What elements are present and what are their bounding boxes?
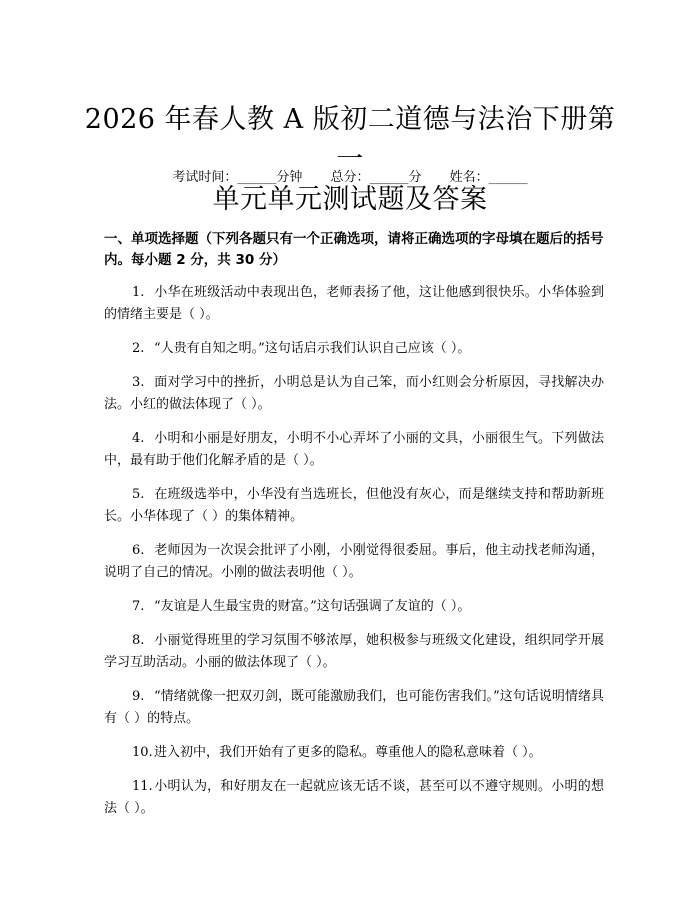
question-item: [104, 776, 604, 820]
question-text: 小华在班级活动中表现出色，老师表扬了他，这让他感到很快乐。小华体验到的情绪主要是（ ）。: [104, 285, 604, 322]
question-number: 5.: [132, 487, 145, 502]
question-number: 9.: [132, 689, 145, 704]
question-text: 老师因为一次误会批评了小刚，小刚觉得很委屈。事后，他主动找老师沟通，说明了自己的情况。小刚的做法表明他（ ）。: [104, 543, 604, 580]
question-text: “人贵有自知之明。”这句话启示我们认识自己应该（ ）。: [154, 341, 471, 356]
question-text: “情绪就像一把双刃剑，既可能激励我们，也可能伤害我们。”这句话说明情绪具有（ ）的特点。: [104, 689, 604, 726]
question-number: 4.: [132, 431, 145, 446]
question-item: [104, 742, 604, 764]
question-number: 6.: [132, 543, 145, 558]
question-number: 11.: [132, 779, 153, 794]
question-item: [104, 540, 604, 584]
question-item: [104, 428, 604, 472]
question-number: 7.: [132, 599, 145, 614]
question-item: [104, 596, 604, 618]
question-number: 1.: [132, 285, 145, 300]
title-line-1: 2026 年春人教 A 版初二道德与法治下册第一: [84, 104, 616, 176]
question-item: [104, 372, 604, 416]
document-title: [80, 100, 620, 220]
question-number: 2.: [132, 341, 145, 356]
question-number: 8.: [132, 633, 145, 648]
question-item: [104, 338, 604, 360]
exam-time-field: 考试时间：______分钟: [172, 170, 303, 185]
question-text: 面对学习中的挫折，小明总是认为自己笨，而小红则会分析原因，寻找解决办法。小红的做法体现了（ ）。: [104, 375, 604, 412]
section-heading: 一、单项选择题（下列各题只有一个正确选项，请将正确选项的字母填在题后的括号内。每小题 2 分，共 30 分）: [104, 231, 604, 268]
question-text: 小明认为，和好朋友在一起就应该无话不谈，甚至可以不遵守规则。小明的想法（ ）。: [104, 779, 604, 816]
question-item: [104, 630, 604, 674]
title-line-2: 单元单元测试题及答案: [212, 184, 488, 216]
question-text: 进入初中，我们开始有了更多的隐私。尊重他人的隐私意味着（ ）。: [154, 745, 542, 760]
question-item: [104, 282, 604, 326]
total-score-field: 总分：______分: [330, 170, 422, 185]
question-text: 小明和小丽是好朋友，小明不小心弄坏了小丽的文具，小丽很生气。下列做法中，最有助于他们化解矛盾的是（ ）。: [104, 431, 604, 468]
question-text: 在班级选举中，小华没有当选班长，但他没有灰心，而是继续支持和帮助新班长。小华体现了（ ）的集体精神。: [104, 487, 604, 524]
exam-meta: [0, 169, 700, 187]
question-list: [104, 282, 604, 832]
question-number: 10.: [132, 745, 153, 760]
question-item: [104, 686, 604, 730]
question-text: 小丽觉得班里的学习氛围不够浓厚，她积极参与班级文化建设，组织同学开展学习互助活动。小丽的做法体现了（ ）。: [104, 633, 604, 670]
student-name-field: 姓名：______: [449, 170, 528, 185]
question-item: [104, 484, 604, 528]
question-number: 3.: [132, 375, 145, 390]
question-text: “友谊是人生最宝贵的财富。”这句话强调了友谊的（ ）。: [154, 599, 471, 614]
